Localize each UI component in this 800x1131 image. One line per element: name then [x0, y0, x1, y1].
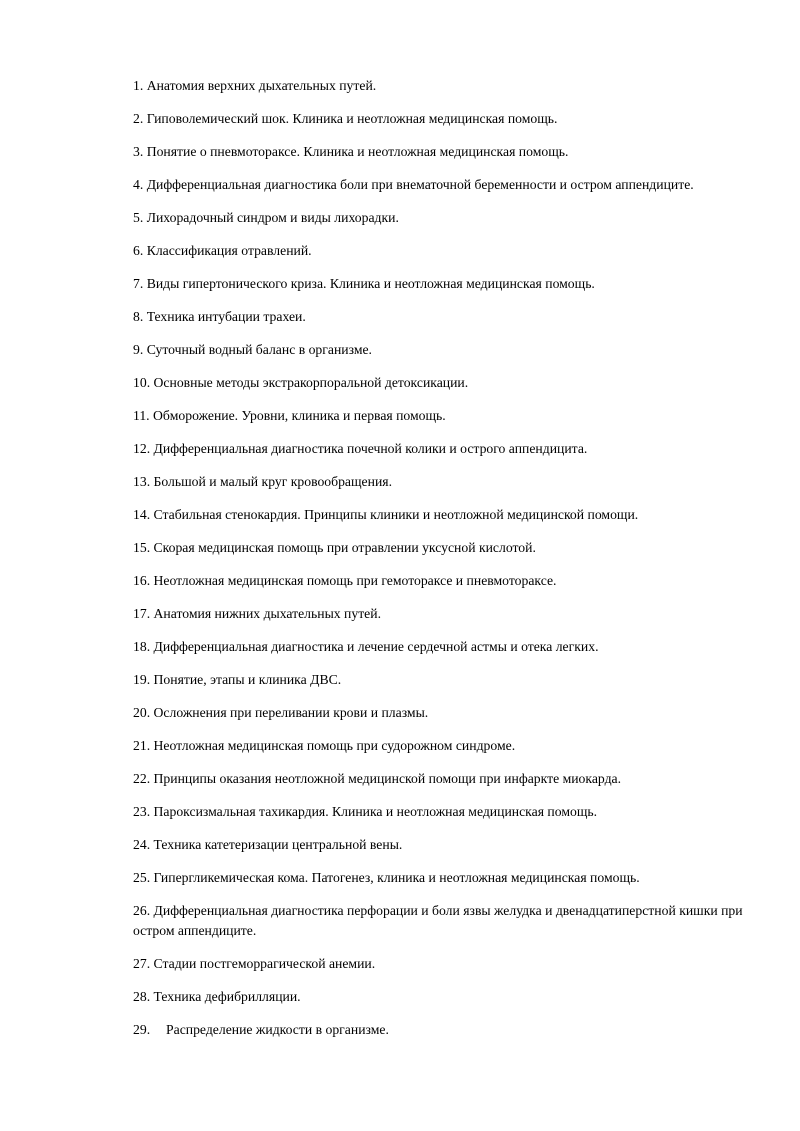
question-text: Принципы оказания неотложной медицинской помощи при инфаркте миокарда.	[153, 771, 622, 786]
question-number: 10.	[133, 375, 151, 390]
question-number: 18.	[133, 639, 151, 654]
question-text: Понятие, этапы и клиника ДВС.	[153, 672, 342, 687]
question-text: Обморожение. Уровни, клиника и первая помощь.	[153, 408, 446, 423]
question-item	[133, 208, 745, 228]
question-item	[133, 637, 745, 657]
question-item	[133, 373, 745, 393]
question-text: Дифференциальная диагностика перфорации и боли язвы желудка и двенадцатиперстной кишки при остром аппендиците.	[133, 903, 743, 938]
question-item	[133, 340, 745, 360]
question-text: Дифференциальная диагностика боли при внематочной беременности и остром аппендиците.	[146, 177, 694, 192]
question-item	[133, 76, 745, 96]
question-number: 3.	[133, 144, 144, 159]
question-item	[133, 274, 745, 294]
question-item	[133, 769, 745, 789]
question-number: 9.	[133, 342, 144, 357]
question-item	[133, 868, 745, 888]
question-number: 20.	[133, 705, 151, 720]
question-item	[133, 142, 745, 162]
question-item	[133, 307, 745, 327]
question-item	[133, 835, 745, 855]
question-item	[133, 954, 745, 974]
question-item	[133, 406, 745, 426]
question-text: Большой и малый круг кровообращения.	[153, 474, 392, 489]
question-number: 1.	[133, 78, 144, 93]
question-item	[133, 901, 745, 940]
question-item	[133, 736, 745, 756]
question-number: 12.	[133, 441, 151, 456]
question-text: Понятие о пневмотораксе. Клиника и неотложная медицинская помощь.	[146, 144, 569, 159]
question-number: 24.	[133, 837, 151, 852]
question-item	[133, 241, 745, 261]
question-text: Распределение жидкости в организме.	[166, 1021, 389, 1037]
question-text: Суточный водный баланс в организме.	[146, 342, 372, 357]
question-item	[133, 1020, 745, 1040]
question-item	[133, 505, 745, 525]
question-text: Неотложная медицинская помощь при судорожном синдроме.	[153, 738, 516, 753]
question-item	[133, 472, 745, 492]
question-item	[133, 538, 745, 558]
question-number: 14.	[133, 507, 151, 522]
question-text: Дифференциальная диагностика и лечение сердечной астмы и отека легких.	[153, 639, 599, 654]
question-number: 22.	[133, 771, 151, 786]
question-text: Гипергликемическая кома. Патогенез, клиника и неотложная медицинская помощь.	[153, 870, 640, 885]
question-text: Неотложная медицинская помощь при гемотораксе и пневмотораксе.	[153, 573, 557, 588]
question-number: 11.	[133, 408, 150, 423]
question-text: Лихорадочный синдром и виды лихорадки.	[146, 210, 399, 225]
question-item	[133, 571, 745, 591]
question-item	[133, 703, 745, 723]
question-number: 28.	[133, 988, 151, 1004]
question-text: Гиповолемический шок. Клиника и неотложная медицинская помощь.	[146, 111, 558, 126]
question-number: 17.	[133, 606, 151, 621]
question-number: 2.	[133, 111, 144, 126]
question-item	[133, 439, 745, 459]
question-number: 21.	[133, 738, 151, 753]
question-text: Дифференциальная диагностика почечной колики и острого аппендицита.	[153, 441, 588, 456]
question-number: 8.	[133, 309, 144, 324]
question-item	[133, 802, 745, 822]
question-number: 6.	[133, 243, 144, 258]
question-text: Осложнения при переливании крови и плазмы.	[153, 705, 429, 720]
question-text: Пароксизмальная тахикардия. Клиника и неотложная медицинская помощь.	[153, 804, 598, 819]
question-text: Техника дефибрилляции.	[153, 988, 301, 1004]
question-number: 15.	[133, 540, 151, 555]
question-number: 23.	[133, 804, 151, 819]
question-text: Стабильная стенокардия. Принципы клиники и неотложной медицинской помощи.	[153, 507, 639, 522]
question-number: 4.	[133, 177, 144, 192]
question-text: Техника интубации трахеи.	[146, 309, 306, 324]
question-item	[133, 604, 745, 624]
question-number: 13.	[133, 474, 151, 489]
question-list	[133, 76, 745, 1053]
question-item	[133, 175, 745, 195]
question-number: 25.	[133, 870, 151, 885]
question-number: 19.	[133, 672, 151, 687]
question-text: Техника катетеризации центральной вены.	[153, 837, 403, 852]
question-item	[133, 987, 745, 1007]
question-item	[133, 670, 745, 690]
question-item	[133, 109, 745, 129]
question-number: 26.	[133, 903, 151, 918]
question-text: Стадии постгеморрагической анемии.	[153, 955, 376, 971]
question-number: 27.	[133, 955, 151, 971]
question-text: Скорая медицинская помощь при отравлении уксусной кислотой.	[153, 540, 536, 555]
question-text: Анатомия верхних дыхательных путей.	[146, 78, 377, 93]
question-text: Классификация отравлений.	[146, 243, 312, 258]
question-text: Анатомия нижних дыхательных путей.	[153, 606, 382, 621]
question-number: 29.	[133, 1021, 151, 1037]
question-text: Основные методы экстракорпоральной детоксикации.	[153, 375, 469, 390]
question-number: 5.	[133, 210, 144, 225]
question-text: Виды гипертонического криза. Клиника и неотложная медицинская помощь.	[146, 276, 595, 291]
question-number: 16.	[133, 573, 151, 588]
question-number: 7.	[133, 276, 144, 291]
